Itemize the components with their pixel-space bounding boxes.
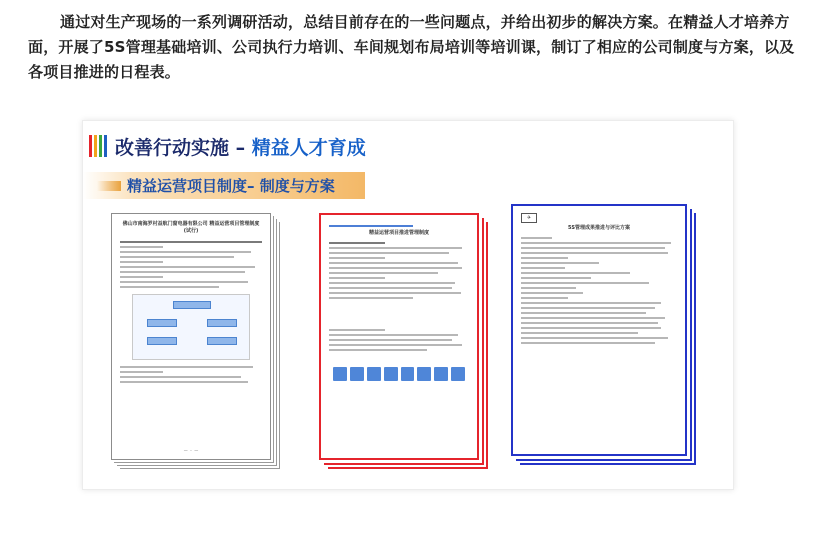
arrow-icon: [97, 181, 121, 191]
document-thumbnail-1: [111, 213, 271, 460]
org-chart-diagram: [132, 294, 250, 360]
document-thumbnail-2: [319, 213, 479, 460]
document-thumbnail-3: [511, 204, 687, 456]
intro-paragraph: 通过对生产现场的一系列调研活动，总结目前存在的一些问题点，并给出初步的解决方案。在精益人才培养方面，开展了5S管理基础培训、公司执行力培训、车间规划布局培训等培训课，制订了相应的公司制度与方案，以及各项目推进的日程表。: [28, 13, 795, 81]
slide-title-main: 改善行动实施 –: [115, 136, 252, 159]
title-bar-blue: [104, 135, 107, 157]
slide-title-highlight: 精益人才育成: [251, 136, 366, 159]
title-bar-green: [99, 135, 102, 157]
subtitle-text: 精益运营项目制度– 制度与方案: [127, 177, 335, 195]
slide-title-text: [115, 133, 366, 160]
document-title-1: 佛山市南海罗村益航门窗电器有限公司 精益运营项目管理制度(试行): [122, 221, 260, 234]
document-title-2: 精益运营项目推进管理制度: [368, 230, 429, 236]
document-title-3: 5S管理成果推进与评比方案: [567, 225, 631, 231]
company-logo-icon: ✈: [521, 213, 537, 223]
process-flow-diagram: [333, 367, 465, 381]
subtitle-banner: [83, 172, 365, 199]
title-color-bars: [89, 135, 107, 157]
title-bar-orange: [94, 135, 97, 157]
slide-image: [82, 120, 734, 490]
title-bar-red: [89, 135, 92, 157]
page-number-1: — ・ —: [183, 448, 199, 453]
slide-title: [89, 133, 366, 159]
